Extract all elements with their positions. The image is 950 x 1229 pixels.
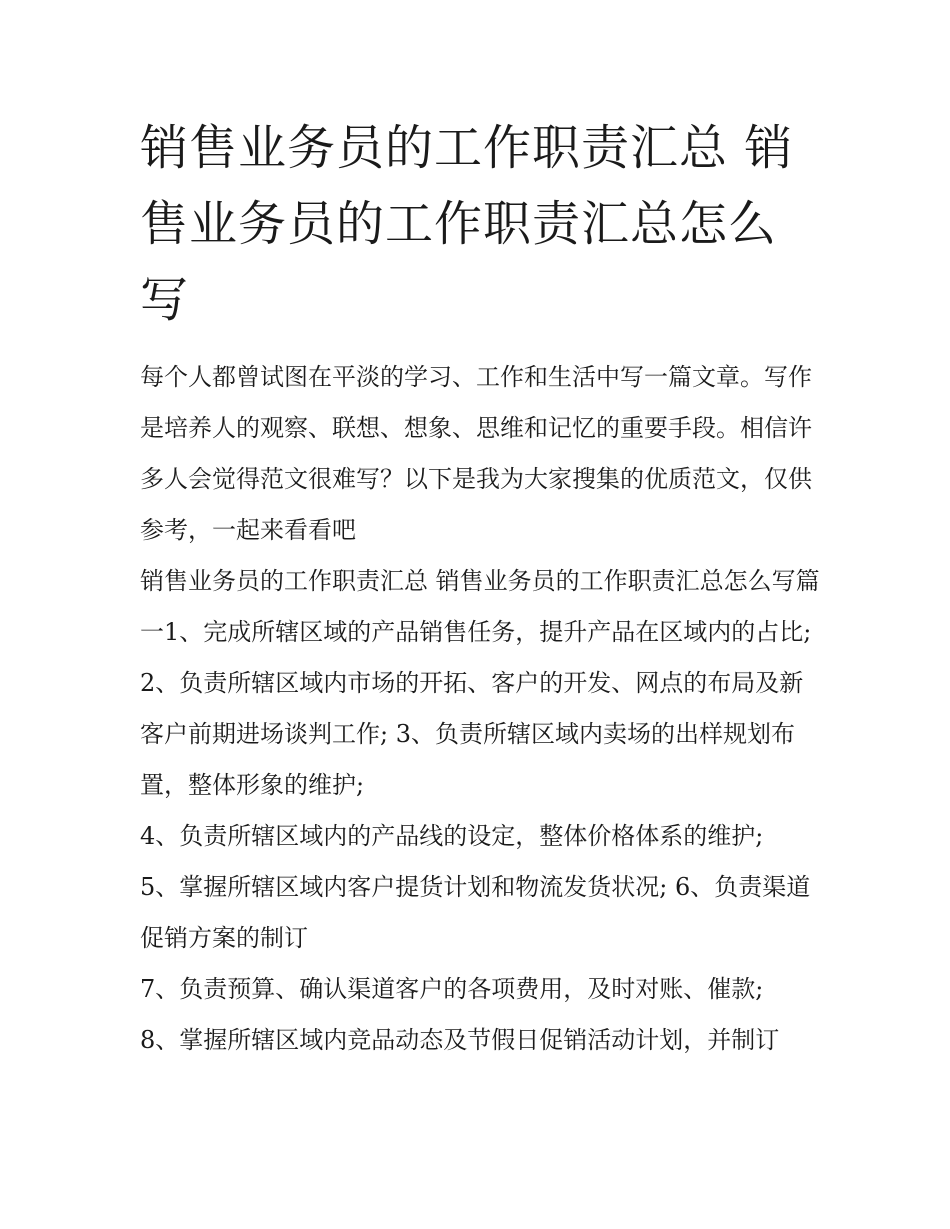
duty-paragraph-8: 8、掌握所辖区域内竞品动态及节假日促销活动计划，并制订 xyxy=(140,1026,780,1054)
intro-paragraph: 每个人都曾试图在平淡的学习、工作和生活中写一篇文章。写作是培养人的观察、联想、想象、思维和记忆的重要手段。相信许多人会觉得范文很难写？以下是我为大家搜集的优质范文，仅供参考，一起来看看吧 xyxy=(140,363,812,544)
document-title: 销售业务员的工作职责汇总 销售业务员的工作职责汇总怎么写 xyxy=(140,120,794,328)
duty-paragraph-4: 4、负责所辖区域内的产品线的设定，整体价格体系的维护; xyxy=(140,822,764,850)
duty-paragraph-1: 销售业务员的工作职责汇总 销售业务员的工作职责汇总怎么写篇一1、完成所辖区域的产品销售任务，提升产品在区域内的占比; xyxy=(140,567,820,646)
document-body xyxy=(140,110,820,1066)
duty-paragraph-5-6: 5、掌握所辖区域内客户提货计划和物流发货状况; 6、负责渠道促销方案的制订 xyxy=(140,873,811,952)
duty-paragraph-7: 7、负责预算、确认渠道客户的各项费用，及时对账、催款; xyxy=(140,975,764,1003)
duty-paragraph-2-3: 2、负责所辖区域内市场的开拓、客户的开发、网点的布局及新客户前期进场谈判工作; 3、负责所辖区域内卖场的出样规划布置，整体形象的维护; xyxy=(140,669,804,799)
